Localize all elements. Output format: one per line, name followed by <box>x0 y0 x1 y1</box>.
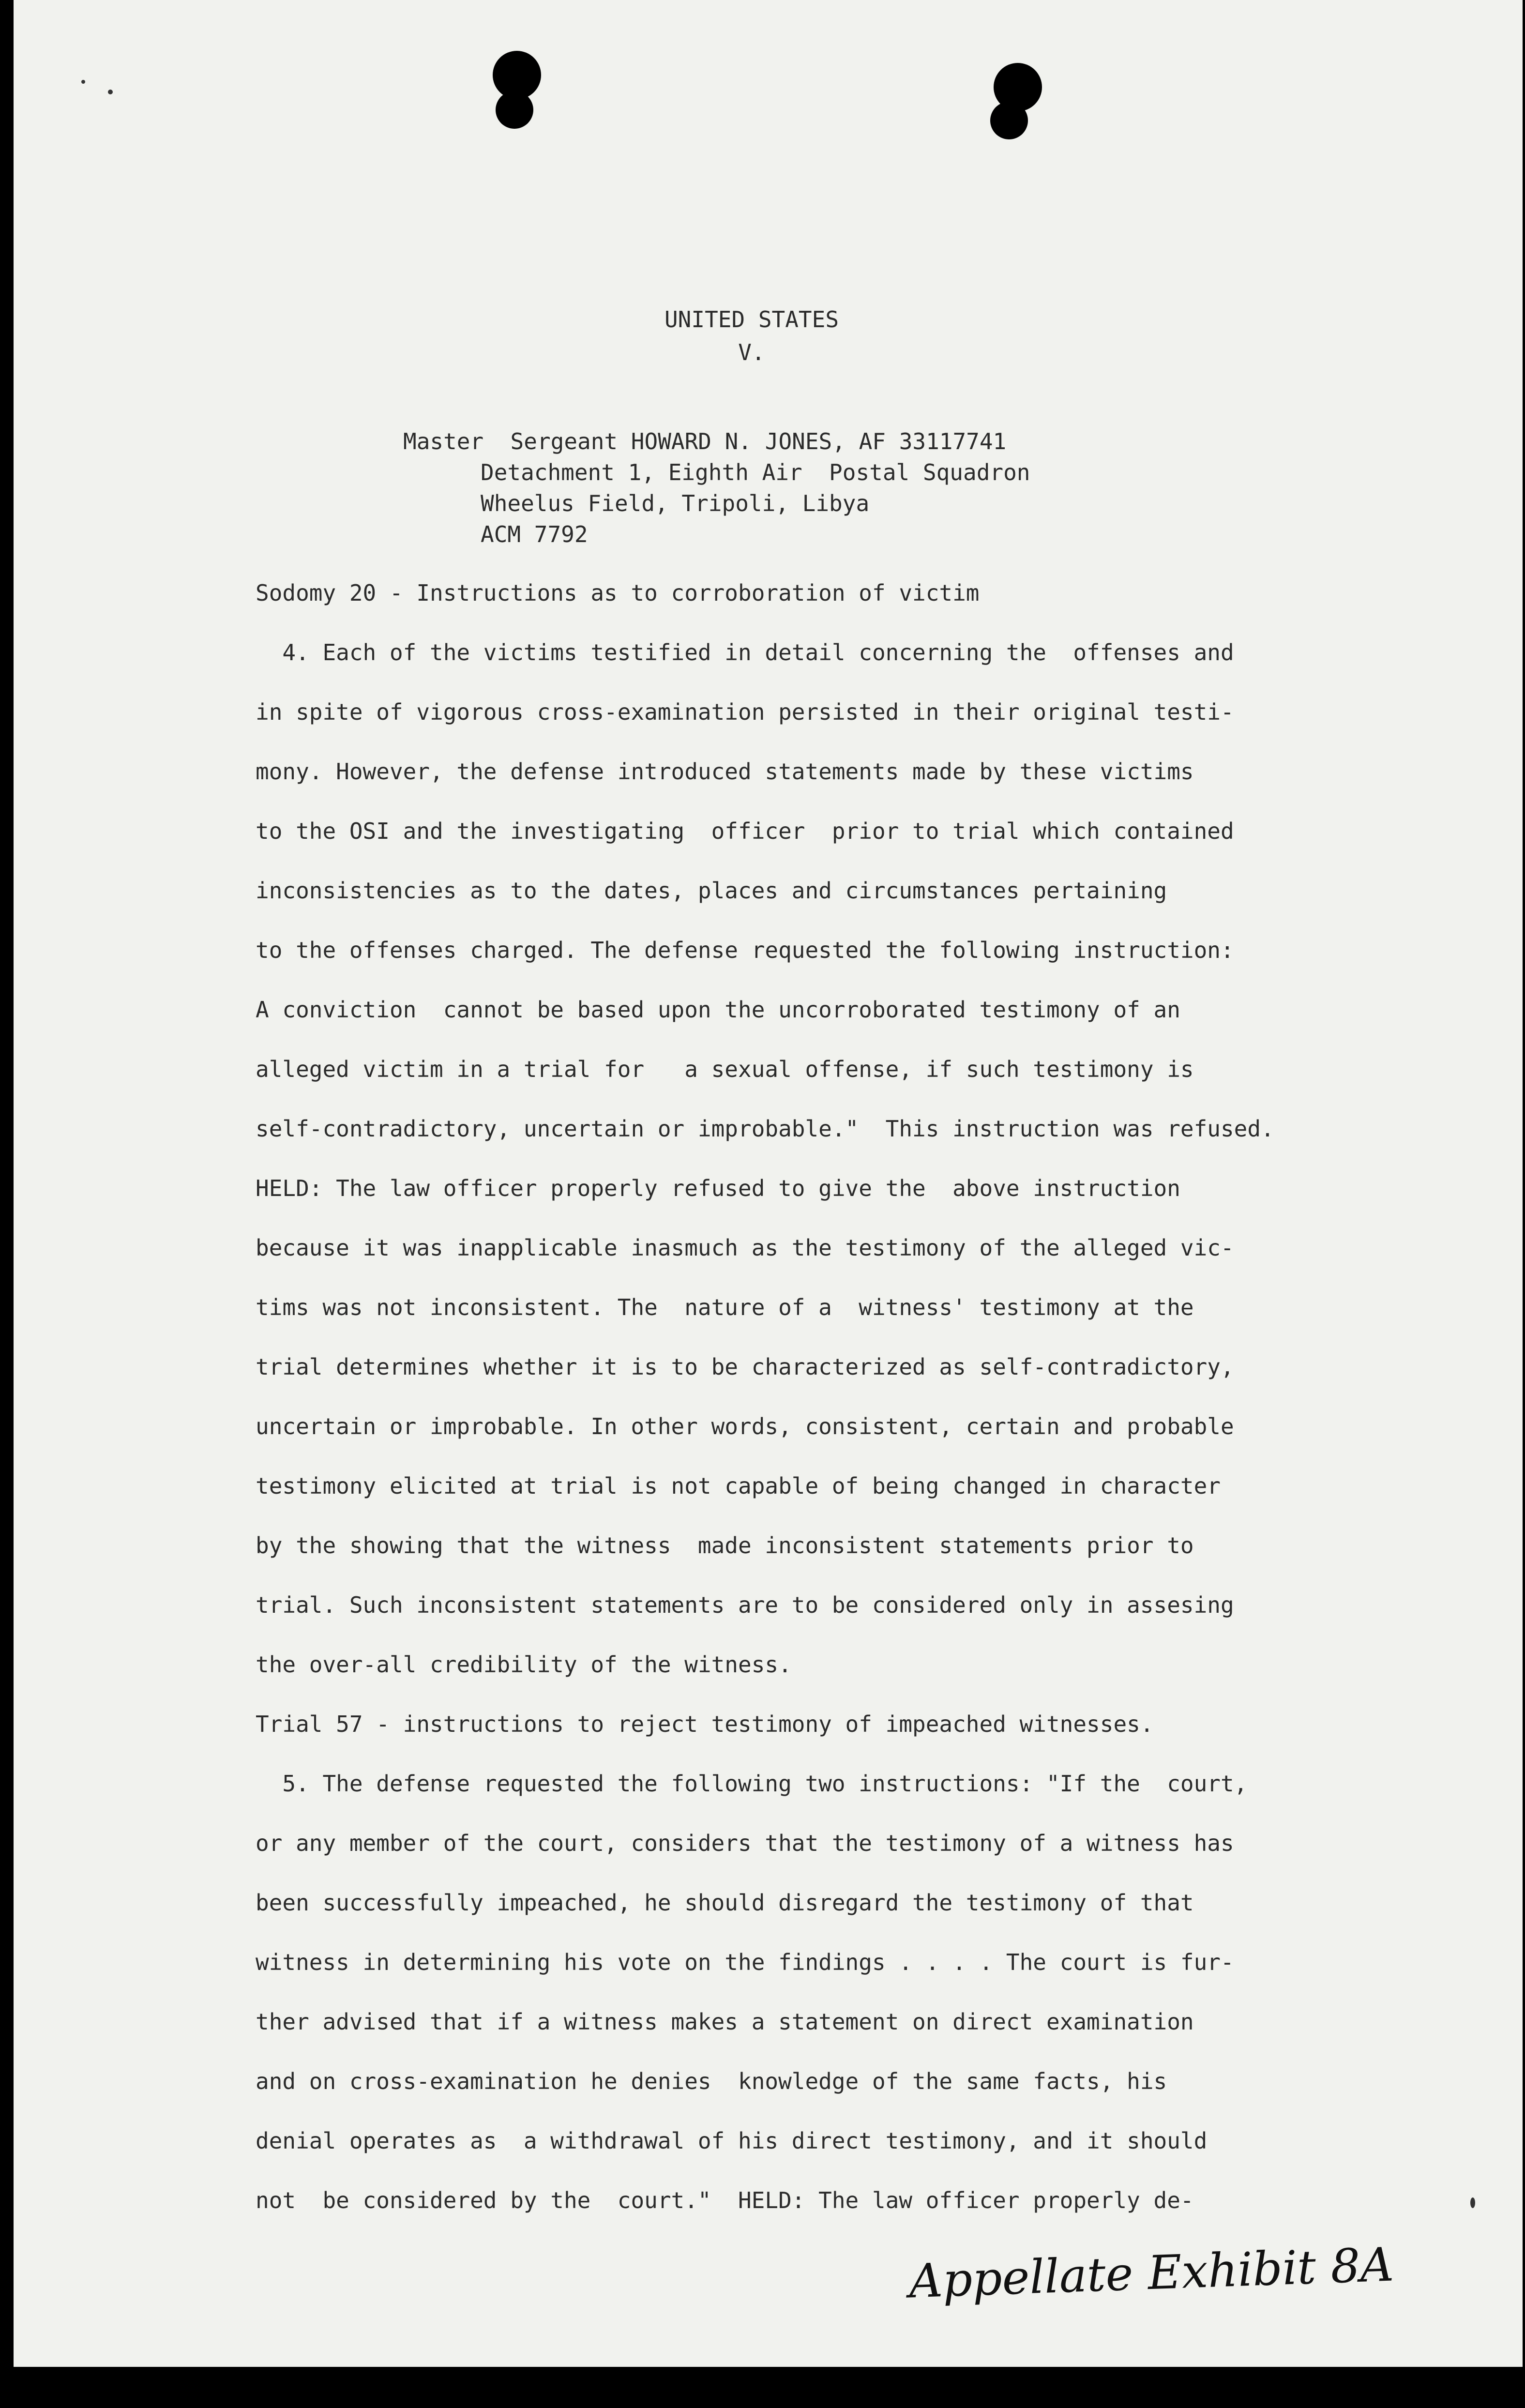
body-line: testimony elicited at trial is not capable of being changed in character <box>256 1473 1221 1499</box>
body-line: self-contradictory, uncertain or improbable." This instruction was refused. <box>256 1116 1274 1142</box>
body-line: to the OSI and the investigating officer prior to trial which contained <box>256 818 1234 844</box>
body-line: HELD: The law officer properly refused to give the above instruction <box>256 1175 1180 1201</box>
case-caption <box>606 305 897 367</box>
body-line: 4. Each of the victims testified in detail concerning the offenses and <box>256 639 1234 666</box>
body-line: or any member of the court, considers that the testimony of a witness has <box>256 1830 1234 1856</box>
document-page <box>14 0 1523 2367</box>
punch-hole-right-bottom <box>990 102 1028 139</box>
header-line: ACM 7792 <box>481 521 588 547</box>
body-line: alleged victim in a trial for a sexual offense, if such testimony is <box>256 1056 1194 1082</box>
body-line: witness in determining his vote on the findings . . . . The court is fur- <box>256 1949 1234 1975</box>
body-line: the over-all credibility of the witness. <box>256 1651 792 1678</box>
caption-versus: V. <box>738 339 765 365</box>
paper-speck <box>81 80 85 84</box>
body-line: not be considered by the court." HELD: The law officer properly de- <box>256 2187 1194 2213</box>
body-line: mony. However, the defense introduced statements made by these victims <box>256 758 1194 785</box>
section-heading: Trial 57 - instructions to reject testimony of impeached witnesses. <box>256 1711 1154 1737</box>
body-line: to the offenses charged. The defense requested the following instruction: <box>256 937 1234 963</box>
caption-united-states: UNITED STATES <box>664 306 839 333</box>
header-line: Wheelus Field, Tripoli, Libya <box>481 490 870 516</box>
paper-speck <box>108 90 113 94</box>
body-line: A conviction cannot be based upon the uncorroborated testimony of an <box>256 997 1180 1023</box>
body-line: 5. The defense requested the following two instructions: "If the court, <box>256 1771 1248 1797</box>
body-line: and on cross-examination he denies knowledge of the same facts, his <box>256 2068 1167 2094</box>
body-line: uncertain or improbable. In other words, consistent, certain and probable <box>256 1413 1234 1439</box>
defendant-header <box>403 426 1030 550</box>
body-line: ther advised that if a witness makes a statement on direct examination <box>256 2009 1194 2035</box>
body-line: trial determines whether it is to be characterized as self-contradictory, <box>256 1354 1234 1380</box>
body-line: denial operates as a withdrawal of his direct testimony, and it should <box>256 2128 1208 2154</box>
document-body <box>256 578 1441 2245</box>
paper-speck <box>1470 2197 1475 2208</box>
handwritten-exhibit-label: Appellate Exhibit 8A <box>908 2237 1395 2309</box>
body-line: tims was not inconsistent. The nature of a witness' testimony at the <box>256 1294 1194 1320</box>
section-heading: Sodomy 20 - Instructions as to corroboration of victim <box>256 580 980 606</box>
header-line: Master Sergeant HOWARD N. JONES, AF 33117741 <box>403 428 1007 454</box>
punch-hole-left-bottom <box>496 91 533 129</box>
body-line: because it was inapplicable inasmuch as the testimony of the alleged vic- <box>256 1235 1234 1261</box>
body-line: trial. Such inconsistent statements are to be considered only in assesing <box>256 1592 1234 1618</box>
body-line: in spite of vigorous cross-examination persisted in their original testi- <box>256 699 1234 725</box>
header-line: Detachment 1, Eighth Air Postal Squadron <box>481 459 1030 485</box>
body-line: been successfully impeached, he should disregard the testimony of that <box>256 1890 1194 1916</box>
body-line: inconsistencies as to the dates, places and circumstances pertaining <box>256 878 1167 904</box>
body-line: by the showing that the witness made inconsistent statements prior to <box>256 1532 1194 1559</box>
